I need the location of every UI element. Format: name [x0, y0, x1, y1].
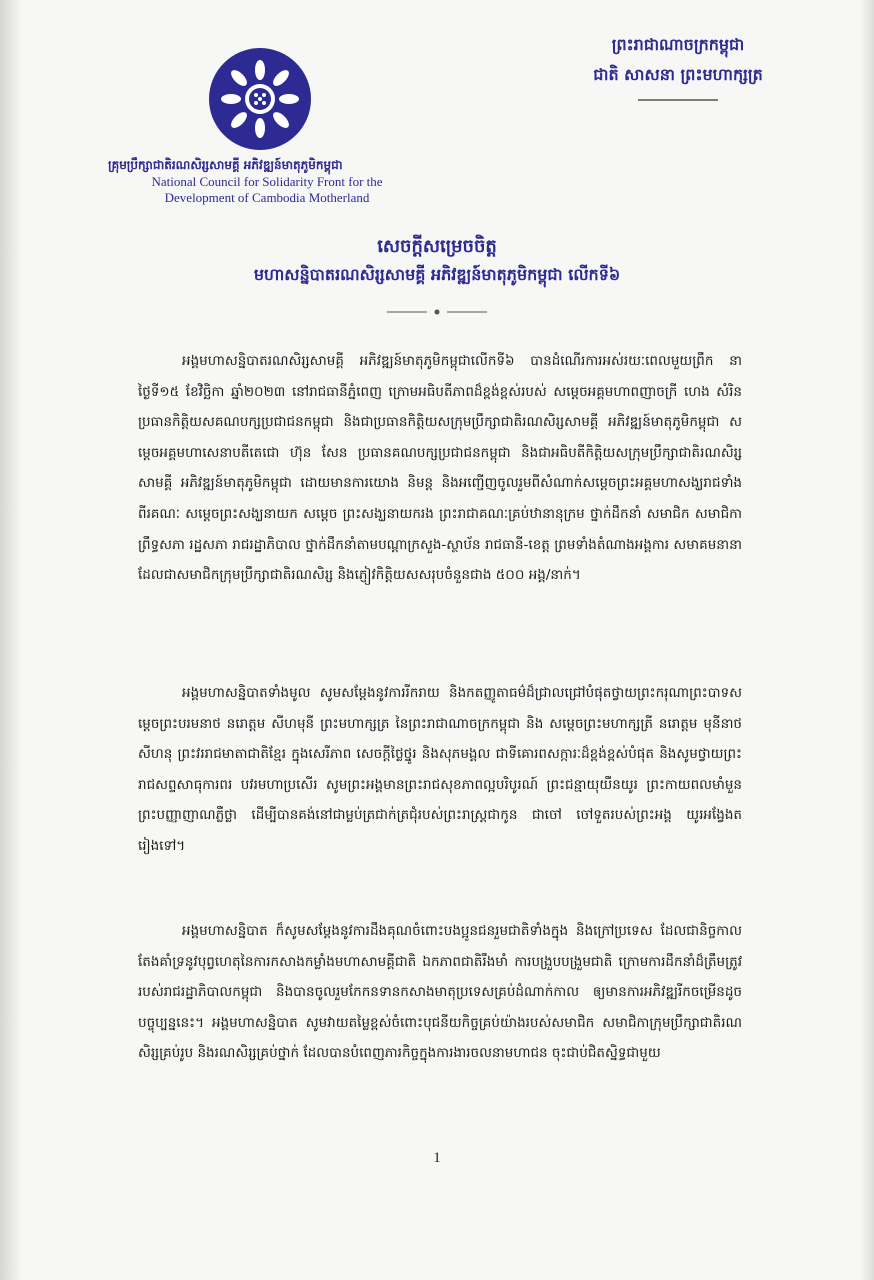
organization-name-khmer: គ្រុមប្រឹក្សាជាតិរណសិរ្សសាមគ្គី អភិវឌ្ឍន៍មាតុភូមិកម្ពុជា	[108, 158, 343, 172]
page-edge-shadow	[0, 0, 22, 1280]
body-paragraph: អង្គមហាសន្និបាត ក៏សូមសម្តែងនូវការដឹងគុណចំពោះបងប្អូនជនរួមជាតិទាំងក្នុង និងក្រៅប្រទេស ដែលជានិច្ចកាលតែងគាំទ្រនូវបុព្វហេតុនៃការកសាងកម្លាំងមហាសាមគ្គីជាតិ ឯកភាពជាតិរឹងមាំ ការបង្រួបបង្រួមជាតិ ក្រោមការដឹកនាំដ៏ត្រឹមត្រូវរបស់រាជរដ្ឋាភិបាលកម្ពុជា និងបានចូលរួមកែកនទានកសាងមាតុប្រទេសគ្រប់ដំណាក់កាល ឲ្យមានការអភិវឌ្ឍរីកចម្រើនដូចបច្ចុប្បន្ននេះ។ អង្គមហាសន្និបាត សូមវាយតម្លៃខ្ពស់ចំពោះបុជនីយកិច្ចគ្រប់យ៉ាងរបស់សមាជិក សមាជិកាក្រុមប្រឹក្សាជាតិរណសិរ្សគ្រប់រូប និងរណសិរ្សគ្រប់ថ្នាក់ ដែលបានបំពេញភារកិច្ចក្នុងការងារចលនាមហាជន ចុះជាប់ជិតស្និទ្ធជាមួយ	[138, 923, 742, 1062]
page-number: 1	[433, 1150, 441, 1166]
body-paragraph: អង្គមហាសន្និបាតរណសិរ្សសាមគ្គី អភិវឌ្ឍន៍មាតុភូមិកម្ពុជាលើកទី៦ បានដំណើរការអស់រយៈពេលមួយព្រឹក នាថ្ងៃទី១៥ ខែវិច្ឆិកា ឆ្នាំ២០២៣ នៅរាជធានីភ្នំពេញ ក្រោមអធិបតីភាពដ៏ខ្ពង់ខ្ពស់របស់ សម្តេចអគ្គមហាពញាចក្រី ហេង សំរិន ប្រធានកិត្តិយសគណបក្សប្រជាជនកម្ពុជា និងជាប្រធានកិត្តិយសក្រុមប្រឹក្សាជាតិរណសិរ្សសាមគ្គី អភិវឌ្ឍន៍មាតុភូមិកម្ពុជា សម្តេចអគ្គមហាសេនាបតីតេជោ ហ៊ុន សែន ប្រធានគណបក្សប្រជាជនកម្ពុជា និងជាអធិបតីកិត្តិយសក្រុមប្រឹក្សាជាតិរណសិរ្សសាមគ្គី អភិវឌ្ឍន៍មាតុភូមិកម្ពុជា ដោយមានការយោង និមន្ត និងអញ្ជើញចូលរួមពីសំណាក់សម្តេចព្រះអគ្គមហាសង្ឃរាជទាំងពីរគណៈ សម្តេចព្រះសង្ឃនាយក សម្តេច ព្រះសង្ឃនាយករង ព្រះរាជាគណៈគ្រប់ឋានានុក្រម ថ្នាក់ដឹកនាំ សមាជិក សមាជិកាព្រឹទ្ធសភា រដ្ឋសភា រាជរដ្ឋាភិបាល ថ្នាក់ដឹកនាំតាមបណ្តាក្រសួង-ស្ថាប័ន រាជធានី-ខេត្ត ព្រមទាំងតំណាងអង្គការ សមាគមនានាដែលជាសមាជិកក្រុមប្រឹក្សាជាតិរណសិរ្ស និងភ្ញៀវកិត្តិយសសរុបចំនួនជាង ៥០០ អង្គ/នាក់។	[138, 353, 742, 584]
divider-line	[638, 98, 718, 102]
national-motto-line: ជាតិ សាសនា ព្រះមហាក្សត្រ	[593, 65, 763, 84]
organization-name-english: National Council for Solidarity Front for the Development of Cambodia Motherland	[151, 174, 383, 205]
document-title: សេចក្តីសម្រេចចិត្ត	[377, 236, 497, 257]
document-subtitle: មហាសន្និបាតរណសិរ្សសាមគ្គី អភិវឌ្ឍន៍មាតុភូមិកម្ពុជា លើកទី៦	[253, 265, 621, 284]
body-paragraph: អង្គមហាសន្និបាតទាំងមូល សូមសម្តែងនូវការរីករាយ និងកតញ្ញូតាធម៌ដ៏ជ្រាលជ្រៅបំផុតថ្វាយព្រះករុណាព្រះបាទសម្តេចព្រះបរមនាថ នរោត្តម សីហមុនី ព្រះមហាក្សត្រ នៃព្រះរាជាណាចក្រកម្ពុជា និង សម្តេចព្រះមហាក្សត្រី នរោត្តម មុនីនាថ សីហនុ ព្រះវររាជមាតាជាតិខ្មែរ ក្នុងសេរីភាព សេចក្តីថ្លៃថ្នូរ និងសុភមង្គល ជាទីគោរពសក្ការៈដ៏ខ្ពង់ខ្ពស់បំផុត និងសូមថ្វាយព្រះរាជសព្ទសាធុការពរ បវរមហាប្រសើរ សូមព្រះអង្គមានព្រះរាជសុខភាពល្អបរិបូរណ៍ ព្រះជន្មាយុយឺនយូរ ព្រះកាយពលមាំមួន ព្រះបញ្ញាញាណភ្លឺថ្លា ដើម្បីបានគង់នៅជាម្លប់ត្រជាក់ត្រជុំរបស់ព្រះរាស្ត្រជាកូន ជាចៅ ចៅទួតរបស់ព្រះអង្គ យូរអង្វែងតរៀងទៅ។	[138, 685, 742, 854]
lotus-emblem-icon	[209, 48, 311, 150]
title-ornament-divider	[387, 308, 487, 316]
kingdom-motto-line: ព្រះរាជាណាចក្រកម្ពុជា	[611, 35, 745, 54]
page-edge-shadow	[860, 0, 874, 1280]
